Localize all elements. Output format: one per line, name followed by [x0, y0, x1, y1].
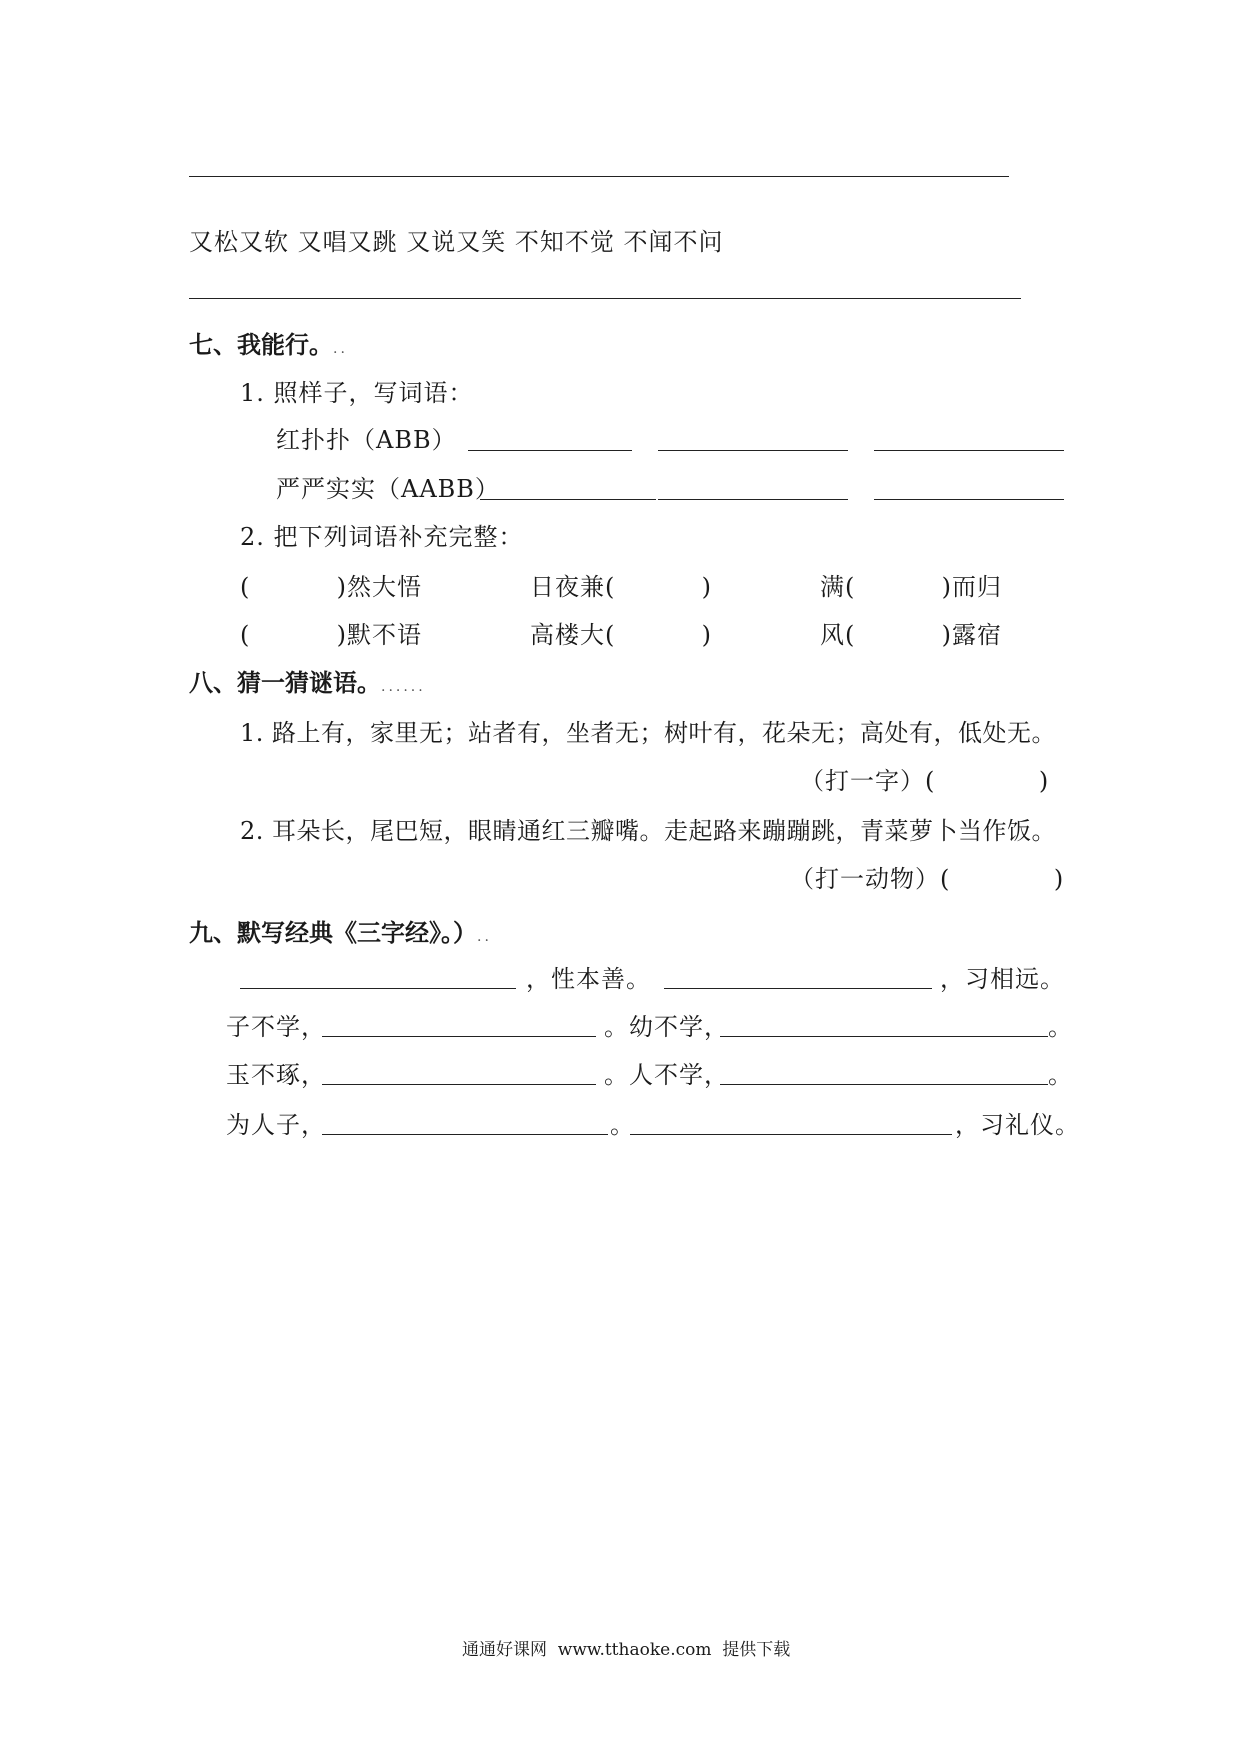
- sanzijing-blank-7[interactable]: [322, 1134, 608, 1135]
- aabb-blank-3[interactable]: [874, 499, 1064, 500]
- abb-blank-3[interactable]: [874, 450, 1064, 451]
- idiom-r1c1[interactable]: ( )然大悟: [240, 573, 423, 601]
- section-9-title: 九、默写经典《三字经》。）: [189, 919, 477, 947]
- idiom-r1c2[interactable]: 日夜兼( ): [530, 573, 713, 601]
- section-9-dots: ..: [477, 929, 492, 945]
- sanzijing-blank-1[interactable]: [240, 988, 516, 989]
- sanzijing-blank-2[interactable]: [664, 988, 932, 989]
- sanzijing-blank-6[interactable]: [720, 1084, 1048, 1085]
- sanzijing-line1-end: ，习相远。: [940, 965, 1065, 993]
- sanzijing-line4-start: 为人子，: [226, 1111, 326, 1139]
- sanzijing-line3-mid: 。人不学，: [604, 1061, 729, 1089]
- section-8-dots: ......: [381, 679, 426, 695]
- answer-line-top[interactable]: [189, 176, 1009, 177]
- aabb-blank-1[interactable]: [480, 499, 656, 500]
- idiom-r1c3[interactable]: 满( )而归: [820, 573, 1003, 601]
- riddle-2-answer[interactable]: （打一动物）( ): [790, 865, 1065, 893]
- answer-line-words[interactable]: [189, 298, 1021, 299]
- riddle-1-text: 1. 路上有，家里无；站者有，坐者无；树叶有，花朵无；高处有，低处无。: [240, 719, 1057, 747]
- sanzijing-blank-8[interactable]: [630, 1134, 952, 1135]
- section-7-dots: ..: [333, 341, 348, 357]
- sanzijing-line2-end: 。: [1048, 1013, 1073, 1041]
- sanzijing-line2-start: 子不学，: [226, 1013, 326, 1041]
- section-7-heading: [189, 330, 348, 360]
- section-7-title: 七、我能行。: [189, 331, 333, 359]
- sanzijing-line3-end: 。: [1048, 1061, 1073, 1089]
- sanzijing-blank-4[interactable]: [720, 1036, 1048, 1037]
- aabb-example-label: 严严实实（AABB）: [276, 475, 500, 503]
- idiom-r2c2[interactable]: 高楼大( ): [530, 621, 713, 649]
- sanzijing-blank-3[interactable]: [322, 1036, 596, 1037]
- word-group-line: 又松又软 又唱又跳 又说又笑 不知不觉 不闻不问: [189, 228, 724, 256]
- section-7-q1-label: 1. 照样子，写词语：: [240, 379, 474, 407]
- sanzijing-line1-mid: ，性本善。: [526, 965, 651, 993]
- riddle-1-answer[interactable]: （打一字）( ): [800, 767, 1050, 795]
- sanzijing-line3-start: 玉不琢，: [226, 1061, 326, 1089]
- abb-example-label: 红扑扑（ABB）: [276, 426, 457, 454]
- sanzijing-line4-end: ，习礼仪。: [955, 1111, 1080, 1139]
- section-8-heading: [189, 668, 426, 698]
- sanzijing-line4-mid: 。: [610, 1111, 635, 1139]
- footer-credit: 通通好课网 www.tthaoke.com 提供下载: [462, 1640, 791, 1660]
- abb-blank-2[interactable]: [658, 450, 848, 451]
- section-8-title: 八、猜一猜谜语。: [189, 669, 381, 697]
- section-9-heading: [189, 918, 492, 948]
- riddle-2-text: 2. 耳朵长，尾巴短，眼睛通红三瓣嘴。走起路来蹦蹦跳，青菜萝卜当作饭。: [240, 817, 1057, 845]
- aabb-blank-2[interactable]: [658, 499, 848, 500]
- idiom-r2c3[interactable]: 风( )露宿: [820, 621, 1003, 649]
- abb-blank-1[interactable]: [468, 450, 632, 451]
- section-7-q2-label: 2. 把下列词语补充完整：: [240, 523, 524, 551]
- idiom-r2c1[interactable]: ( )默不语: [240, 621, 423, 649]
- sanzijing-line2-mid: 。幼不学，: [604, 1013, 729, 1041]
- sanzijing-blank-5[interactable]: [322, 1084, 596, 1085]
